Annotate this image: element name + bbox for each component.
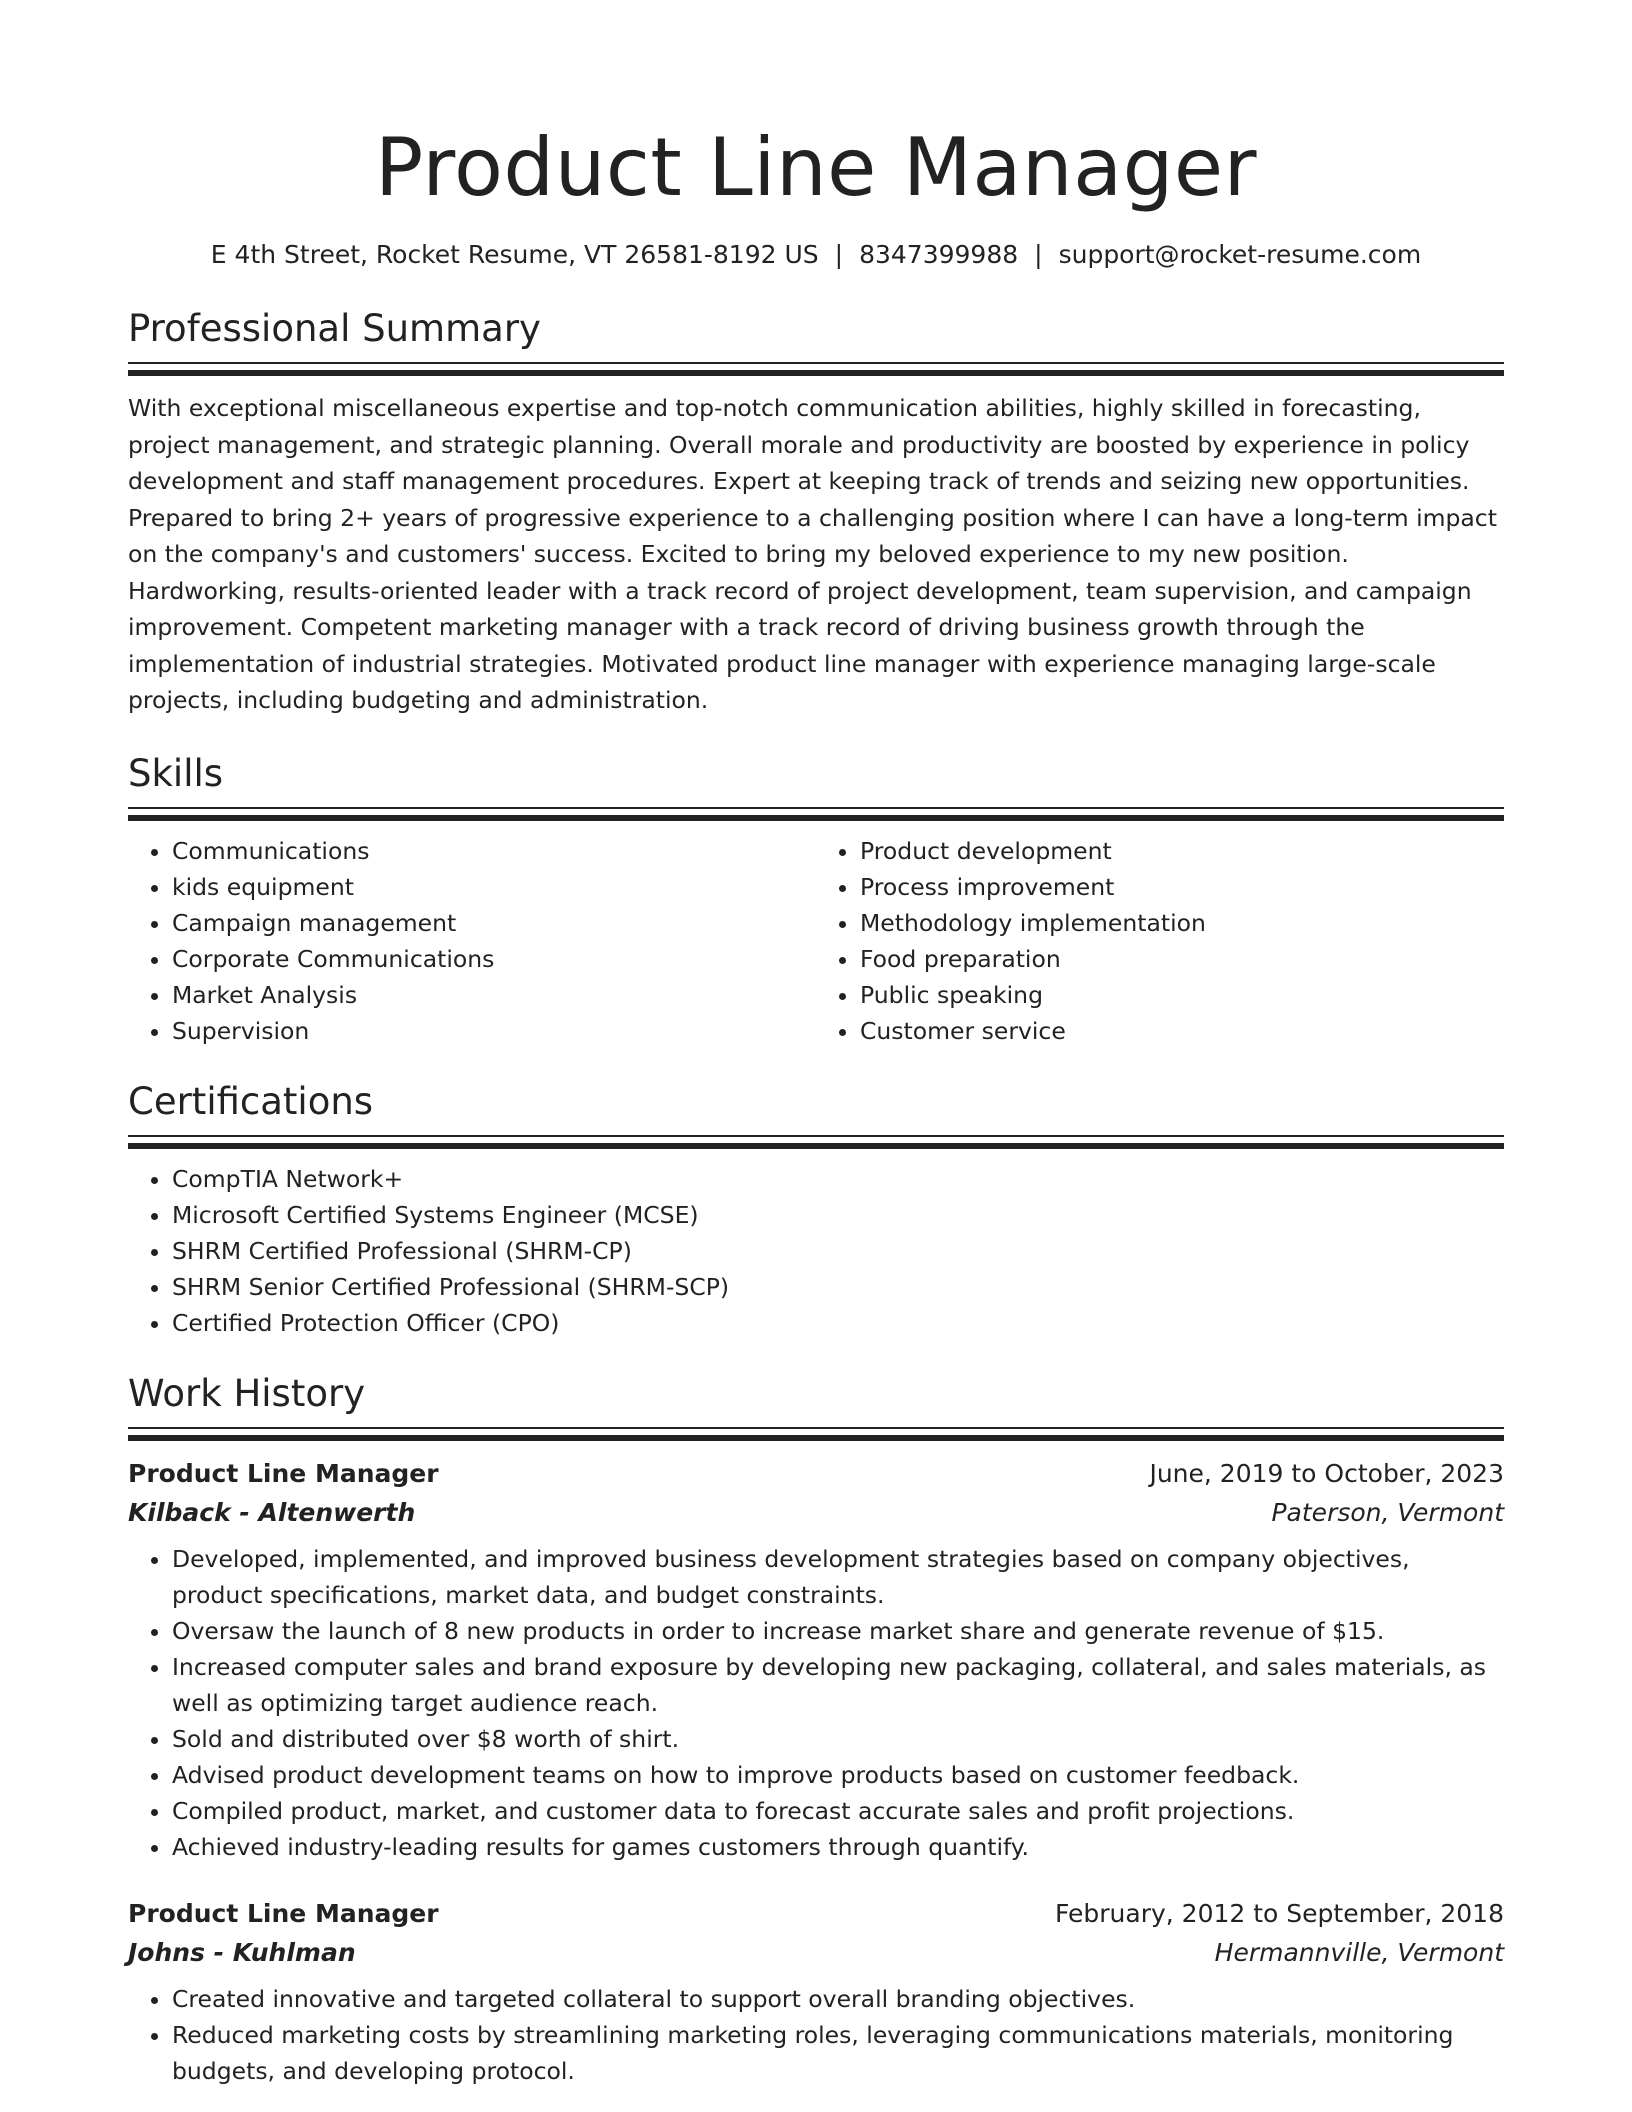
certification-list	[128, 1161, 1504, 1341]
skill-item: • Public speaking	[860, 977, 1504, 1013]
resume-title: Product Line Manager	[375, 121, 1257, 214]
section-heading: Professional Summary	[128, 307, 541, 350]
job-subheader	[128, 1493, 1504, 1533]
job-bullet: • Developed, implemented, and improved business development strategies based on company objectives, product specifications, market data, and budget constraints.	[172, 1541, 1504, 1613]
skill-item: • kids equipment	[172, 869, 816, 905]
section-divider	[128, 807, 1504, 821]
job-entry	[128, 1895, 1504, 2089]
job-bullet: • Increased computer sales and brand exposure by developing new packaging, collateral, and sales materials, as well as optimizing target audience reach.	[172, 1649, 1504, 1721]
section-divider	[128, 1135, 1504, 1149]
contact-separator: |	[1034, 240, 1043, 269]
job-dates: June, 2019 to October, 2023	[1149, 1458, 1504, 1488]
contact-phone: 8347399988	[859, 240, 1019, 269]
job-entry	[128, 1455, 1504, 1865]
job-title: Product Line Manager	[128, 1458, 439, 1488]
job-subheader	[128, 1933, 1504, 1973]
contact-address: E 4th Street, Rocket Resume, VT 26581-8192 US	[210, 240, 819, 269]
section-heading: Skills	[128, 751, 224, 795]
section-heading: Certifications	[128, 1079, 374, 1123]
job-bullet: • Advised product development teams on how to improve products based on customer feedback.	[172, 1757, 1504, 1793]
job-location: Paterson, Vermont	[1271, 1497, 1504, 1527]
skill-item: • Campaign management	[172, 905, 816, 941]
skill-item: • Product development	[860, 833, 1504, 869]
job-bullets	[128, 1981, 1504, 2089]
skill-item: • Food preparation	[860, 941, 1504, 977]
job-header	[128, 1455, 1504, 1493]
section-summary	[128, 306, 1504, 719]
job-bullet: • Reduced marketing costs by streamlining marketing roles, leveraging communications materials, monitoring budgets, and developing protocol.	[172, 2017, 1504, 2089]
skills-column-right	[816, 833, 1504, 1049]
summary-text: With exceptional miscellaneous expertise and top-notch communication abilities, highly skilled in forecasting, project management, and strategic planning. Overall morale and productivity are boosted by experience in policy development and staff management procedures. Expert at keeping track of trends and seizing new opportunities. Prepared to bring 2+ years of progressive experience to a challenging position where I can have a long-term impact on the company's and customers' success. Excited to bring my beloved experience to my new position. Hardworking, results-oriented leader with a track record of project development, team supervision, and campaign improvement. Competent marketing manager with a track record of driving business growth through the implementation of industrial strategies. Motivated product line manager with experience managing large-scale projects, including budgeting and administration.	[128, 394, 1497, 714]
skill-item: • Methodology implementation	[860, 905, 1504, 941]
job-bullet: • Oversaw the launch of 8 new products in order to increase market share and generate revenue of $15.	[172, 1613, 1504, 1649]
job-company: Kilback - Altenwerth	[128, 1497, 416, 1527]
job-title: Product Line Manager	[128, 1898, 439, 1928]
skill-item: • Communications	[172, 833, 816, 869]
job-company: Johns - Kuhlman	[128, 1937, 356, 1967]
section-certifications	[128, 1079, 1504, 1341]
skill-item: • Customer service	[860, 1013, 1504, 1049]
skills-grid	[128, 833, 1504, 1049]
job-bullet: • Created innovative and targeted collateral to support overall branding objectives.	[172, 1981, 1504, 2017]
certification-item: • Microsoft Certified Systems Engineer (MCSE)	[172, 1197, 1504, 1233]
job-location: Hermannville, Vermont	[1214, 1937, 1504, 1967]
certification-item: • SHRM Senior Certified Professional (SHRM-SCP)	[172, 1269, 1504, 1305]
contact-email[interactable]: support@rocket-resume.com	[1058, 240, 1422, 269]
skill-item: • Supervision	[172, 1013, 816, 1049]
skill-item: • Market Analysis	[172, 977, 816, 1013]
job-bullet: • Achieved industry-leading results for games customers through quantify.	[172, 1829, 1504, 1865]
job-header	[128, 1895, 1504, 1933]
section-divider	[128, 362, 1504, 376]
section-skills	[128, 751, 1504, 1049]
certification-item: • Certified Protection Officer (CPO)	[172, 1305, 1504, 1341]
certification-item: • SHRM Certified Professional (SHRM-CP)	[172, 1233, 1504, 1269]
skill-item: • Process improvement	[860, 869, 1504, 905]
job-bullet: • Compiled product, market, and customer data to forecast accurate sales and profit projections.	[172, 1793, 1504, 1829]
job-bullet: • Sold and distributed over $8 worth of shirt.	[172, 1721, 1504, 1757]
certification-item: • CompTIA Network+	[172, 1161, 1504, 1197]
skill-item: • Corporate Communications	[172, 941, 816, 977]
job-dates: February, 2012 to September, 2018	[1055, 1898, 1504, 1928]
job-bullets	[128, 1541, 1504, 1865]
section-work-history	[128, 1371, 1504, 2089]
skills-column-left	[128, 833, 816, 1049]
section-heading: Work History	[128, 1371, 366, 1415]
contact-separator: |	[834, 240, 844, 269]
section-divider	[128, 1427, 1504, 1441]
contact-line	[128, 238, 1504, 272]
